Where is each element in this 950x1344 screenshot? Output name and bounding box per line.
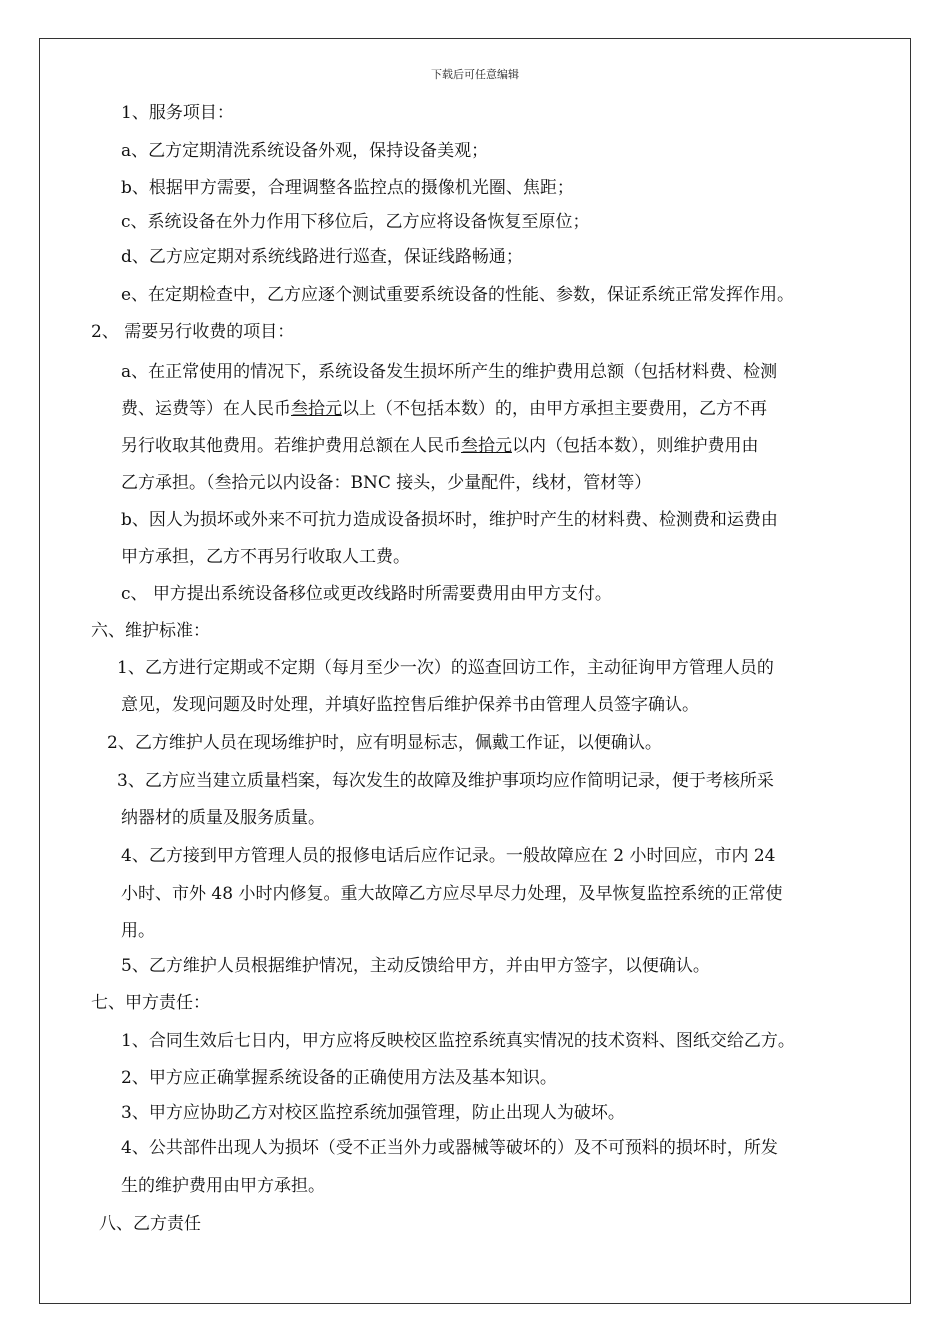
text-line: 5、乙方维护人员根据维护情况，主动反馈给甲方，并由甲方签字，以便确认。	[121, 956, 710, 976]
text-line: 纳器材的质量及服务质量。	[121, 808, 325, 828]
text-line: d、乙方应定期对系统线路进行巡查，保证线路畅通；	[121, 247, 523, 267]
text-run: 费、运费等）在人民币	[121, 399, 291, 419]
text-line	[121, 436, 759, 456]
text-line: a、乙方定期清洗系统设备外观，保持设备美观；	[121, 141, 489, 161]
text-line: 3、乙方应当建立质量档案，每次发生的故障及维护事项均应作简明记录，便于考核所采	[117, 771, 774, 791]
text-line	[121, 399, 767, 419]
text-line: 2、乙方维护人员在现场维护时，应有明显标志，佩戴工作证，以便确认。	[107, 733, 662, 753]
text-line: 小时、市外 48 小时内修复。重大故障乙方应尽早尽力处理，及早恢复监控系统的正常使	[121, 884, 783, 904]
text-run: 以上（不包括本数）的，由甲方承担主要费用，乙方不再	[342, 399, 767, 419]
text-line: b、根据甲方需要，合理调整各监控点的摄像机光圈、焦距；	[121, 178, 574, 198]
text-line: 1、服务项目：	[121, 103, 234, 123]
text-run: 以内（包括本数），则维护费用由	[512, 436, 759, 456]
text-line: 2、甲方应正确掌握系统设备的正确使用方法及基本知识。	[121, 1068, 557, 1088]
page-header: 下载后可任意编辑	[431, 68, 519, 81]
text-line: 4、公共部件出现人为损坏（受不正当外力或器械等破坏的）及不可预料的损坏时，所发	[121, 1138, 778, 1158]
section-heading: 八、乙方责任	[99, 1214, 201, 1234]
text-line: 3、甲方应协助乙方对校区监控系统加强管理，防止出现人为破坏。	[121, 1103, 625, 1123]
text-line: b、因人为损坏或外来不可抗力造成设备损坏时，维护时产生的材料费、检测费和运费由	[121, 510, 778, 530]
text-line: 意见，发现问题及时处理，并填好监控售后维护保养书由管理人员签字确认。	[121, 695, 699, 715]
text-line: a、在正常使用的情况下，系统设备发生损坏所产生的维护费用总额（包括材料费、检测	[121, 362, 778, 382]
text-line: 甲方承担，乙方不再另行收取人工费。	[121, 547, 410, 567]
text-line: 1、合同生效后七日内，甲方应将反映校区监控系统真实情况的技术资料、图纸交给乙方。	[121, 1031, 795, 1051]
text-line: 用。	[121, 921, 155, 941]
text-line: 1、乙方进行定期或不定期（每月至少一次）的巡查回访工作，主动征询甲方管理人员的	[117, 658, 774, 678]
text-run: 另行收取其他费用。若维护费用总额在人民币	[121, 436, 461, 456]
section-heading: 七、甲方责任：	[91, 993, 210, 1013]
text-line: 乙方承担。（叁拾元以内设备：BNC 接头，少量配件，线材，管材等）	[121, 473, 652, 493]
amount-underlined: 叁拾元	[291, 399, 342, 419]
section-heading: 2、 需要另行收费的项目：	[91, 322, 295, 342]
text-line: 生的维护费用由甲方承担。	[121, 1176, 325, 1196]
text-line: c、系统设备在外力作用下移位后，乙方应将设备恢复至原位；	[121, 212, 590, 232]
text-line: e、在定期检查中，乙方应逐个测试重要系统设备的性能、参数，保证系统正常发挥作用。	[121, 285, 795, 305]
text-line: 4、乙方接到甲方管理人员的报修电话后应作记录。一般故障应在 2 小时回应，市内 24	[121, 846, 776, 866]
section-heading: 六、维护标准：	[91, 621, 210, 641]
amount-underlined: 叁拾元	[461, 436, 512, 456]
text-line: c、 甲方提出系统设备移位或更改线路时所需要费用由甲方支付。	[121, 584, 612, 604]
